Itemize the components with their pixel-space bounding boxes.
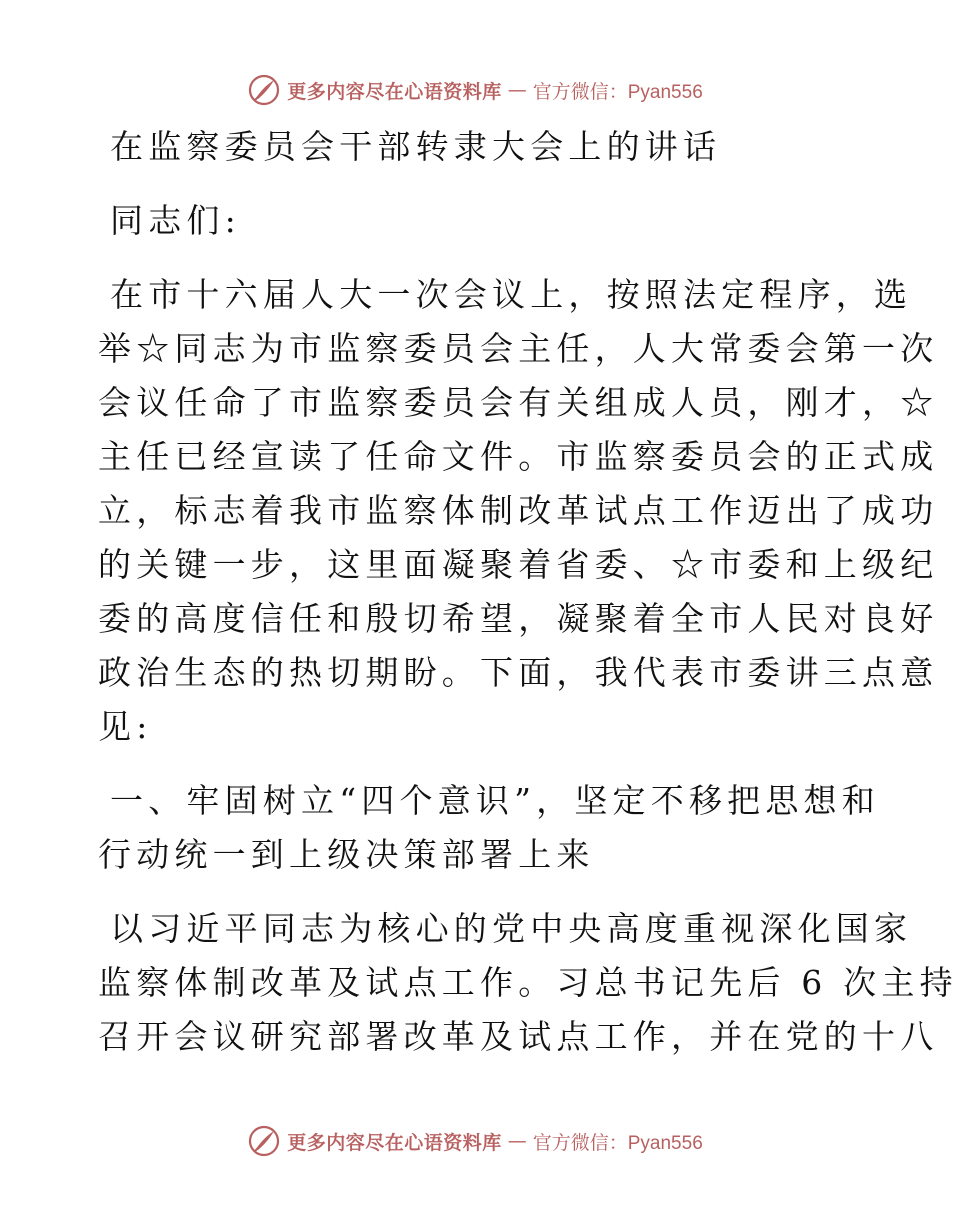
feather-quill-logo-icon [247,73,281,107]
paragraph-line: 监察体制改革及试点工作。习总书记先后 6 次主持 [98,963,958,1002]
section-heading-1 [98,774,880,882]
paragraph-line: 在市十六届人大一次会议上，按照法定程序，选 [110,275,913,314]
document-body [98,120,958,1064]
paragraph-line: 召开会议研究部署改革及试点工作，并在党的十八 [98,1017,939,1056]
feather-quill-logo-icon [247,1124,281,1158]
paragraph-line: 的关键一步，这里面凝聚着省委、☆市委和上级纪 [98,545,939,584]
paragraph-line: 以习近平同志为核心的党中央高度重视深化国家 [110,909,913,948]
paragraph-1 [98,268,939,754]
watermark-account-text: 官方微信：Pyan556 [532,1132,703,1154]
footer-watermark [0,1121,950,1161]
watermark-account-text: 官方微信：Pyan556 [532,81,703,103]
heading-line: 行动统一到上级决策部署上来 [98,835,595,874]
paragraph-line: 政治生态的热切期盼。下面，我代表市委讲三点意 [98,653,939,692]
salutation: 同志们: [110,201,241,240]
paragraph-line: 立，标志着我市监察体制改革试点工作迈出了成功 [98,491,939,530]
heading-line: 一、牢固树立“四个意识”，坚定不移把思想和 [110,781,880,820]
paragraph-line: 主任已经宣读了任命文件。市监察委员会的正式成 [98,437,939,476]
paragraph-line: 举☆同志为市监察委员会主任，人大常委会第一次 [98,329,939,368]
paragraph-line: 委的高度信任和殷切希望，凝聚着全市人民对良好 [98,599,939,638]
watermark-source-text: 更多内容尽在心语资料库 [287,80,502,103]
watermark-source-text: 更多内容尽在心语资料库 [287,1131,502,1154]
paragraph-line: 会议任命了市监察委员会有关组成人员，刚才，☆ [98,383,939,422]
paragraph-line: 见: [98,707,153,746]
header-watermark [0,70,950,110]
paragraph-2 [98,902,958,1064]
watermark-dash: — [507,1130,527,1152]
document-title: 在监察委员会干部转隶大会上的讲话 [110,127,722,166]
watermark-dash: — [507,79,527,101]
